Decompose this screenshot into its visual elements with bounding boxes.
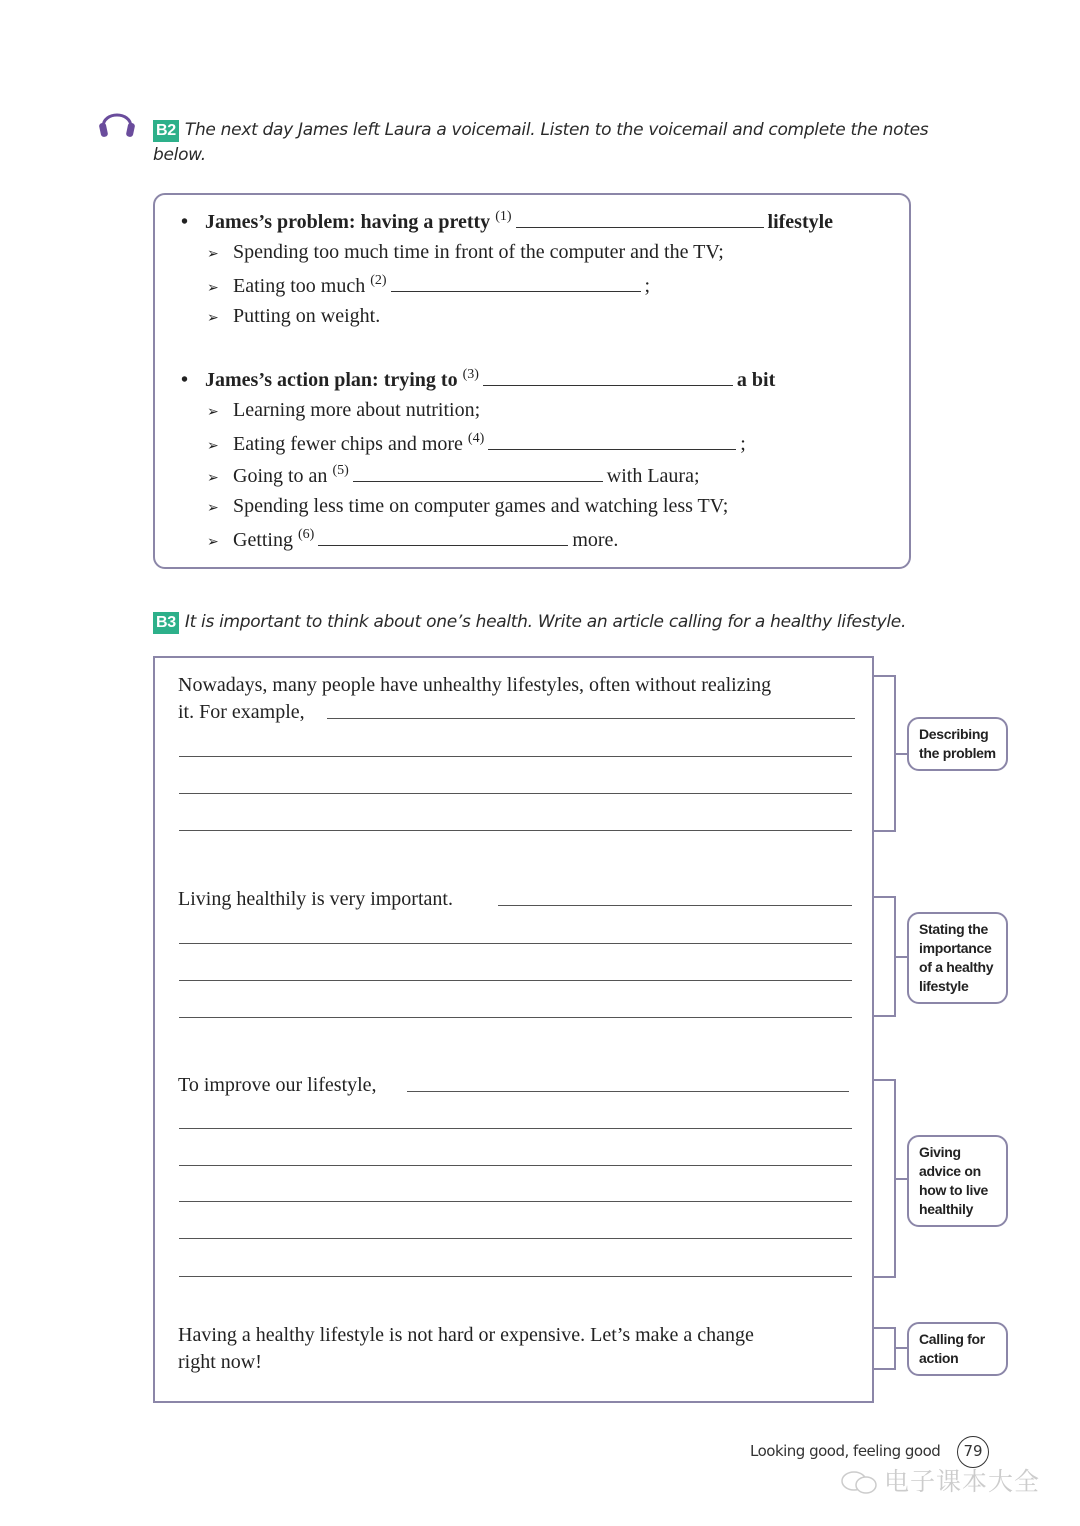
blank-5[interactable] — [353, 466, 603, 482]
writing-line[interactable] — [179, 980, 852, 981]
plan-item: ➢ Going to an $^{(5)}$ with Laura; — [207, 463, 700, 487]
tag-giving-advice: Giving advice on how to live healthily — [907, 1135, 1008, 1227]
problem-heading: • James’s problem: having a pretty $^{(1)}$ lifestyle — [181, 209, 834, 233]
paragraph-4: Having a healthy lifestyle is not hard or expensive. Let’s make a change right now! — [178, 1324, 754, 1373]
blank-1[interactable] — [516, 212, 764, 228]
plan-item: ➢ Getting $^{(6)}$ more. — [207, 527, 619, 551]
writing-line[interactable] — [179, 1017, 852, 1018]
writing-line[interactable] — [327, 718, 855, 719]
bracket-2 — [874, 896, 896, 1017]
bracket-1 — [874, 675, 896, 832]
plan-item: ➢ Spending less time on computer games and watching less TV; — [207, 495, 729, 517]
b3-badge: B3 — [153, 612, 179, 634]
writing-line[interactable] — [407, 1091, 849, 1092]
blank-4[interactable] — [488, 434, 736, 450]
writing-line[interactable] — [179, 1128, 852, 1129]
writing-line[interactable] — [179, 1165, 852, 1166]
paragraph-2: Living healthily is very important. — [178, 888, 453, 910]
writing-line[interactable] — [179, 1201, 852, 1202]
plan-heading: • James’s action plan: trying to $^{(3)}$ a bit — [181, 367, 776, 391]
writing-line[interactable] — [179, 793, 852, 794]
tag-stating-importance: Stating the importance of a healthy lifestyle — [907, 912, 1008, 1004]
paragraph-3: To improve our lifestyle, — [178, 1074, 377, 1096]
writing-line[interactable] — [179, 1276, 852, 1277]
headphones-icon — [98, 103, 136, 141]
b2-badge: B2 — [153, 120, 179, 142]
tag-describing-problem: Describing the problem — [907, 717, 1008, 771]
page-number: 79 — [957, 1436, 989, 1468]
problem-item: ➢ Spending too much time in front of the computer and the TV; — [207, 241, 724, 263]
problem-item: ➢ Putting on weight. — [207, 305, 381, 327]
writing-line[interactable] — [179, 756, 852, 757]
notes-box — [153, 193, 911, 569]
blank-6[interactable] — [318, 530, 568, 546]
blank-2[interactable] — [391, 276, 641, 292]
paragraph-1: Nowadays, many people have unhealthy lifestyles, often without realizing it. For example, — [178, 674, 772, 723]
tag-calling-action: Calling for action — [907, 1322, 1008, 1376]
problem-item: ➢ Eating too much $^{(2)}$ ; — [207, 273, 651, 297]
wechat-icon — [840, 1471, 880, 1495]
plan-item: ➢ Eating fewer chips and more $^{(4)}$ ; — [207, 431, 746, 455]
b2-instruction: B2 The next day James left Laura a voicemail. Listen to the voicemail and complete the notes below. — [153, 120, 929, 165]
plan-item: ➢ Learning more about nutrition; — [207, 399, 481, 421]
writing-line[interactable] — [179, 943, 852, 944]
b3-instruction: B3 It is important to think about one’s health. Write an article calling for a healthy lifestyle. — [153, 610, 906, 635]
footer-title: Looking good, feeling good — [750, 1442, 941, 1460]
writing-line[interactable] — [498, 905, 852, 906]
writing-line[interactable] — [179, 1238, 852, 1239]
essay-box — [153, 656, 874, 1403]
watermark: 电子课本大全 — [840, 1462, 1040, 1498]
blank-3[interactable] — [483, 370, 733, 386]
bracket-3 — [874, 1079, 896, 1278]
writing-line[interactable] — [179, 830, 852, 831]
bracket-4 — [874, 1327, 896, 1370]
